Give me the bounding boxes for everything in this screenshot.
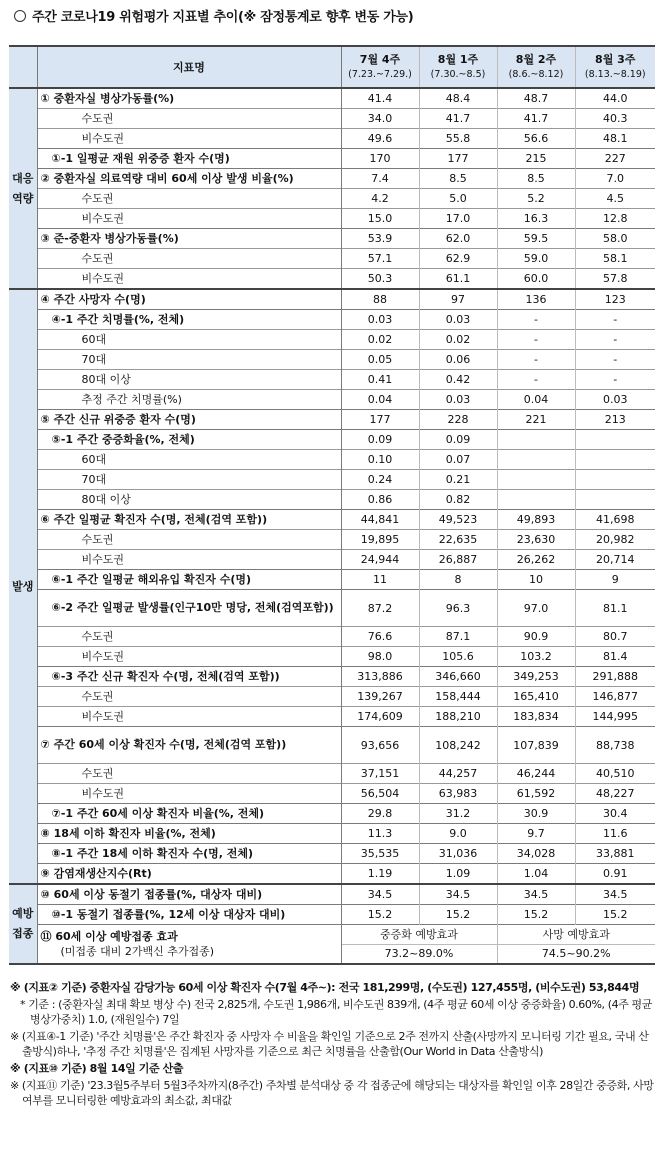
value-cell: 48.4 [419, 88, 497, 109]
table-row [9, 570, 655, 590]
value-cell: 34.5 [341, 884, 419, 905]
value-cell: 165,410 [497, 687, 575, 707]
value-cell: 349,253 [497, 667, 575, 687]
value-cell: 41,698 [596, 513, 635, 526]
value-cell: 4.5 [606, 192, 624, 205]
note-1: ※ (지표② 기준) 중환자실 감당가능 60세 이상 확진자 수(7월 4주~): 전국 181,299명, (수도권) 127,455명, (비수도권) 53,844명 [10, 981, 640, 994]
indicator-label: ⑧ 18세 이하 확진자 비율(%, 전체) [37, 824, 341, 844]
table-row [9, 410, 655, 430]
value-cell: 0.91 [603, 867, 628, 880]
indicator-label: 비수도권 [37, 209, 341, 229]
value-cell: 5.2 [497, 189, 575, 209]
indicator-label: ④ 주간 사망자 수(명) [37, 289, 341, 310]
value-cell: 215 [497, 149, 575, 169]
vaccine-effect-row [9, 925, 655, 965]
value-cell: 41.7 [419, 109, 497, 129]
indicator-label: ①-1 일평균 재원 위중증 환자 수(명) [37, 149, 341, 169]
value-cell: 34.0 [341, 109, 419, 129]
value-cell: 97.0 [497, 590, 575, 627]
value-cell: 8.5 [419, 169, 497, 189]
table-row [9, 707, 655, 727]
indicator-label: ⑥-2 주간 일평균 발생률(인구10만 명당, 전체(검역포함)) [37, 590, 341, 627]
table-row [9, 510, 655, 530]
indicator-label: ⑩-1 동절기 접종률(%, 12세 이상 대상자 대비) [37, 905, 341, 925]
value-cell: 49,893 [497, 510, 575, 530]
value-cell: 76.6 [341, 627, 419, 647]
value-cell: 62.0 [419, 229, 497, 249]
value-cell: 0.24 [341, 470, 419, 490]
value-cell [575, 470, 655, 490]
header-corner [9, 46, 37, 88]
indicator-label: 60대 [37, 330, 341, 350]
indicator-label: ⑤-1 주간 중증화율(%, 전체) [37, 430, 341, 450]
value-cell: 11 [341, 570, 419, 590]
table-row [9, 864, 655, 885]
table-row [9, 390, 655, 410]
value-cell: 49.6 [341, 129, 419, 149]
table-row [9, 370, 655, 390]
value-cell: 24,944 [341, 550, 419, 570]
value-cell: 81.4 [603, 650, 628, 663]
page-title [14, 6, 413, 25]
value-cell: 44,841 [341, 510, 419, 530]
category-outbreak: 발생 [9, 289, 37, 884]
value-cell: 88,738 [596, 738, 635, 752]
table-row [9, 430, 655, 450]
value-cell: 57.1 [341, 249, 419, 269]
category-response: 대응역량 [9, 88, 37, 289]
value-cell: 30.4 [603, 807, 628, 820]
header-week-4: 8월 3주 (8.13.~8.19) [575, 46, 655, 88]
page-title-text: 주간 코로나19 위험평가 지표별 추이(※ 잠정통계로 향후 변동 가능) [32, 10, 414, 25]
value-cell: 93,656 [341, 727, 419, 764]
value-cell [575, 430, 655, 450]
table-row [9, 824, 655, 844]
value-cell: 15.2 [419, 905, 497, 925]
value-cell: 26,887 [419, 550, 497, 570]
value-cell: 20,982 [596, 533, 635, 546]
value-cell: 34,028 [497, 844, 575, 864]
value-cell: 313,886 [341, 667, 419, 687]
indicator-label: ⑥ 주간 일평균 확진자 수(명, 전체(검역 포함)) [37, 510, 341, 530]
value-cell: 221 [497, 410, 575, 430]
value-cell: 11.3 [341, 824, 419, 844]
value-cell: 31.2 [419, 804, 497, 824]
value-cell: 34.5 [419, 884, 497, 905]
value-cell: - [613, 353, 618, 366]
value-cell: 7.4 [341, 169, 419, 189]
value-cell: 9.0 [419, 824, 497, 844]
value-cell: 0.06 [419, 350, 497, 370]
value-cell: 40,510 [596, 767, 635, 780]
value-cell: 50.3 [341, 269, 419, 290]
value-cell: 37,151 [341, 764, 419, 784]
table-row [9, 470, 655, 490]
value-cell: 34.5 [497, 884, 575, 905]
value-cell: 1.09 [419, 864, 497, 885]
value-cell: 63,983 [419, 784, 497, 804]
table-row [9, 905, 655, 925]
value-cell: 26,262 [497, 550, 575, 570]
value-cell: 0.04 [341, 390, 419, 410]
value-cell: 58.1 [603, 252, 628, 265]
value-cell: 19,895 [341, 530, 419, 550]
value-cell: 41.4 [341, 88, 419, 109]
table-row [9, 129, 655, 149]
vaccine-effect-label: ⑪ 60세 이상 예방접종 효과 (미접종 대비 2가백신 추가접종) [37, 925, 341, 965]
value-cell: 0.07 [419, 450, 497, 470]
value-cell: - [613, 373, 618, 386]
indicator-label: ③ 준-중환자 병상가동률(%) [37, 229, 341, 249]
value-cell: 8 [419, 570, 497, 590]
footnotes [10, 980, 656, 1110]
value-cell: 87.2 [341, 590, 419, 627]
value-cell: 98.0 [341, 647, 419, 667]
value-cell: 56,504 [341, 784, 419, 804]
value-cell: 40.3 [603, 112, 628, 125]
value-cell: 0.04 [497, 390, 575, 410]
value-cell: 108,242 [419, 727, 497, 764]
indicator-label: ④-1 주간 치명률(%, 전체) [37, 310, 341, 330]
indicator-label: 수도권 [37, 764, 341, 784]
table-row [9, 149, 655, 169]
table-row [9, 884, 655, 905]
value-cell: 48,227 [596, 787, 635, 800]
category-prevention: 예방접종 [9, 884, 37, 964]
indicator-label: ⑦ 주간 60세 이상 확진자 수(명, 전체(검역 포함)) [37, 727, 341, 764]
value-cell: 105.6 [419, 647, 497, 667]
value-cell: 15.2 [603, 908, 628, 921]
value-cell [575, 450, 655, 470]
indicator-table [9, 45, 655, 965]
table-row [9, 647, 655, 667]
header-week-2: 8월 1주 (7.30.~8.5) [419, 46, 497, 88]
value-cell: 12.8 [603, 212, 628, 225]
table-row [9, 249, 655, 269]
value-cell: 10 [497, 570, 575, 590]
table-row [9, 350, 655, 370]
indicator-label: ⑩ 60세 이상 동절기 접종률(%, 대상자 대비) [37, 884, 341, 905]
value-cell: 30.9 [497, 804, 575, 824]
value-cell: 227 [604, 152, 626, 165]
value-cell: 0.02 [419, 330, 497, 350]
value-cell: 61,592 [497, 784, 575, 804]
value-cell: 103.2 [497, 647, 575, 667]
indicator-label: ⑤ 주간 신규 위중증 환자 수(명) [37, 410, 341, 430]
value-cell [497, 430, 575, 450]
value-cell: 61.1 [419, 269, 497, 290]
indicator-label: ① 중환자실 병상가동률(%) [37, 88, 341, 109]
value-cell: 0.03 [341, 310, 419, 330]
indicator-label: 비수도권 [37, 707, 341, 727]
value-cell: 22,635 [419, 530, 497, 550]
value-cell: 1.04 [497, 864, 575, 885]
table-row [9, 804, 655, 824]
indicator-label: 수도권 [37, 189, 341, 209]
value-cell: 60.0 [497, 269, 575, 290]
table-row [9, 88, 655, 109]
table-row [9, 667, 655, 687]
indicator-label: ⑨ 감염재생산지수(Rt) [37, 864, 341, 885]
value-cell: 177 [341, 410, 419, 430]
value-cell: 29.8 [341, 804, 419, 824]
table-row [9, 627, 655, 647]
indicator-label: 비수도권 [37, 784, 341, 804]
indicator-label: ⑥-3 주간 신규 확진자 수(명, 전체(검역 포함)) [37, 667, 341, 687]
value-cell: 11.6 [603, 827, 628, 840]
note-4: ※ (지표⑩ 기준) 8월 14일 기준 산출 [10, 1062, 184, 1075]
value-cell: 62.9 [419, 249, 497, 269]
value-cell: 35,535 [341, 844, 419, 864]
value-cell: 177 [419, 149, 497, 169]
value-cell: 56.6 [497, 129, 575, 149]
value-cell: 170 [341, 149, 419, 169]
value-cell [497, 470, 575, 490]
header-week-3: 8월 2주 (8.6.~8.12) [497, 46, 575, 88]
value-cell: 0.09 [419, 430, 497, 450]
severe-prevention-effect: 중증화 예방효과 73.2~89.0% [341, 925, 497, 965]
value-cell [575, 490, 655, 510]
value-cell: 48.1 [603, 132, 628, 145]
value-cell: - [613, 313, 618, 326]
indicator-label: 60대 [37, 450, 341, 470]
indicator-label: 70대 [37, 350, 341, 370]
table-row [9, 490, 655, 510]
value-cell: 16.3 [497, 209, 575, 229]
value-cell: 139,267 [341, 687, 419, 707]
table-row [9, 844, 655, 864]
value-cell: 46,244 [497, 764, 575, 784]
value-cell: 0.02 [341, 330, 419, 350]
value-cell: 97 [419, 289, 497, 310]
indicator-label: 비수도권 [37, 647, 341, 667]
table-row [9, 550, 655, 570]
value-cell: 80.7 [603, 630, 628, 643]
value-cell: 144,995 [592, 710, 638, 723]
value-cell: - [497, 350, 575, 370]
table-row [9, 269, 655, 290]
value-cell: 346,660 [419, 667, 497, 687]
value-cell: 4.2 [341, 189, 419, 209]
death-prevention-effect: 사망 예방효과 74.5~90.2% [497, 925, 655, 965]
value-cell: 228 [419, 410, 497, 430]
indicator-label: 비수도권 [37, 129, 341, 149]
value-cell: 0.10 [341, 450, 419, 470]
indicator-label: 수도권 [37, 627, 341, 647]
value-cell: 41.7 [497, 109, 575, 129]
table-row [9, 590, 655, 627]
indicator-label: 수도권 [37, 109, 341, 129]
value-cell: 15.2 [341, 905, 419, 925]
table-row [9, 784, 655, 804]
indicator-label: 수도권 [37, 249, 341, 269]
value-cell: 55.8 [419, 129, 497, 149]
header-week-1: 7월 4주 (7.23.~7.29.) [341, 46, 419, 88]
value-cell: 81.1 [603, 601, 628, 615]
value-cell: 87.1 [419, 627, 497, 647]
value-cell: 48.7 [497, 88, 575, 109]
table-row [9, 450, 655, 470]
value-cell: 136 [497, 289, 575, 310]
indicator-label: 80대 이상 [37, 370, 341, 390]
value-cell: 0.82 [419, 490, 497, 510]
value-cell: 107,839 [497, 727, 575, 764]
indicator-label: ⑧-1 주간 18세 이하 확진자 수(명, 전체) [37, 844, 341, 864]
value-cell: 44.0 [603, 92, 628, 105]
indicator-label: 비수도권 [37, 550, 341, 570]
value-cell: 213 [604, 413, 626, 426]
value-cell: 15.0 [341, 209, 419, 229]
value-cell: 57.8 [603, 272, 628, 285]
table-row [9, 209, 655, 229]
value-cell: 58.0 [603, 232, 628, 245]
indicator-label: 80대 이상 [37, 490, 341, 510]
value-cell: 291,888 [592, 670, 638, 683]
table-row [9, 330, 655, 350]
value-cell: 0.09 [341, 430, 419, 450]
value-cell: 188,210 [419, 707, 497, 727]
value-cell: 1.19 [341, 864, 419, 885]
note-3: ※ (지표④-1 기준) '주간 치명률'은 주간 확진자 중 사망자 수 비율을 확인일 기준으로 2주 전까지 산출(사망까지 모니터링 기간 필요, 국내 산출방식)하나, '추정 주간 치명률'은 집계된 사망자를 기준으로 최근 치명률을 산출함(Our World in Data 산출방식) [10, 1030, 649, 1058]
note-2: * 기준 : (중환자실 최대 확보 병상 수) 전국 2,825개, 수도권 1,986개, 비수도권 839개, (4주 평균 60세 이상 중증화율) 0.60%, (4주 평균 병상가중치) 1.0, (재원일수) 7일 [20, 998, 652, 1026]
value-cell: 31,036 [419, 844, 497, 864]
value-cell: 5.0 [419, 189, 497, 209]
value-cell: 183,834 [497, 707, 575, 727]
table-row [9, 289, 655, 310]
value-cell: 44,257 [419, 764, 497, 784]
value-cell: 0.86 [341, 490, 419, 510]
value-cell: 0.42 [419, 370, 497, 390]
value-cell: 49,523 [419, 510, 497, 530]
value-cell: 7.0 [606, 172, 624, 185]
value-cell: 0.03 [603, 393, 628, 406]
value-cell: 146,877 [592, 690, 638, 703]
indicator-label: ⑦-1 주간 60세 이상 확진자 비율(%, 전체) [37, 804, 341, 824]
indicator-label: ⑥-1 주간 일평균 해외유입 확진자 수(명) [37, 570, 341, 590]
table-row [9, 310, 655, 330]
indicator-label: 70대 [37, 470, 341, 490]
value-cell: 8.5 [497, 169, 575, 189]
circle-bullet-icon [14, 10, 26, 22]
value-cell: 9.7 [497, 824, 575, 844]
indicator-label: 비수도권 [37, 269, 341, 290]
value-cell: 9 [611, 573, 619, 586]
value-cell [497, 450, 575, 470]
value-cell: 90.9 [497, 627, 575, 647]
value-cell: - [497, 310, 575, 330]
note-5: ※ (지표⑪ 기준) '23.3월5주부터 5월3주차까지(8주간) 주차별 분석대상 중 각 접종군에 해당되는 대상자를 확인일 이후 28일간 중증화, 사망여부를 모니터링한 예방효과의 최소값, 최대값 [10, 1079, 654, 1107]
value-cell: 88 [341, 289, 419, 310]
header-indicator: 지표명 [37, 46, 341, 88]
value-cell: - [613, 333, 618, 346]
table-row [9, 229, 655, 249]
table-row [9, 169, 655, 189]
table-row [9, 727, 655, 764]
value-cell: 59.5 [497, 229, 575, 249]
value-cell: 53.9 [341, 229, 419, 249]
value-cell: 0.05 [341, 350, 419, 370]
table-row [9, 687, 655, 707]
value-cell: 0.03 [419, 390, 497, 410]
value-cell: 17.0 [419, 209, 497, 229]
indicator-label: 수도권 [37, 530, 341, 550]
table-row [9, 530, 655, 550]
value-cell: - [497, 330, 575, 350]
indicator-label: 추정 주간 치명률(%) [37, 390, 341, 410]
value-cell: 20,714 [596, 553, 635, 566]
indicator-label: 수도권 [37, 687, 341, 707]
value-cell: 123 [604, 293, 626, 306]
value-cell [497, 490, 575, 510]
indicator-label: ② 중환자실 의료역량 대비 60세 이상 발생 비율(%) [37, 169, 341, 189]
value-cell: 33,881 [596, 847, 635, 860]
value-cell: 174,609 [341, 707, 419, 727]
value-cell: 0.41 [341, 370, 419, 390]
table-row [9, 109, 655, 129]
value-cell: 0.03 [419, 310, 497, 330]
value-cell: - [497, 370, 575, 390]
value-cell: 23,630 [497, 530, 575, 550]
table-row [9, 189, 655, 209]
value-cell: 34.5 [603, 888, 628, 901]
table-row [9, 764, 655, 784]
value-cell: 59.0 [497, 249, 575, 269]
value-cell: 15.2 [497, 905, 575, 925]
value-cell: 158,444 [419, 687, 497, 707]
value-cell: 0.21 [419, 470, 497, 490]
value-cell: 96.3 [419, 590, 497, 627]
